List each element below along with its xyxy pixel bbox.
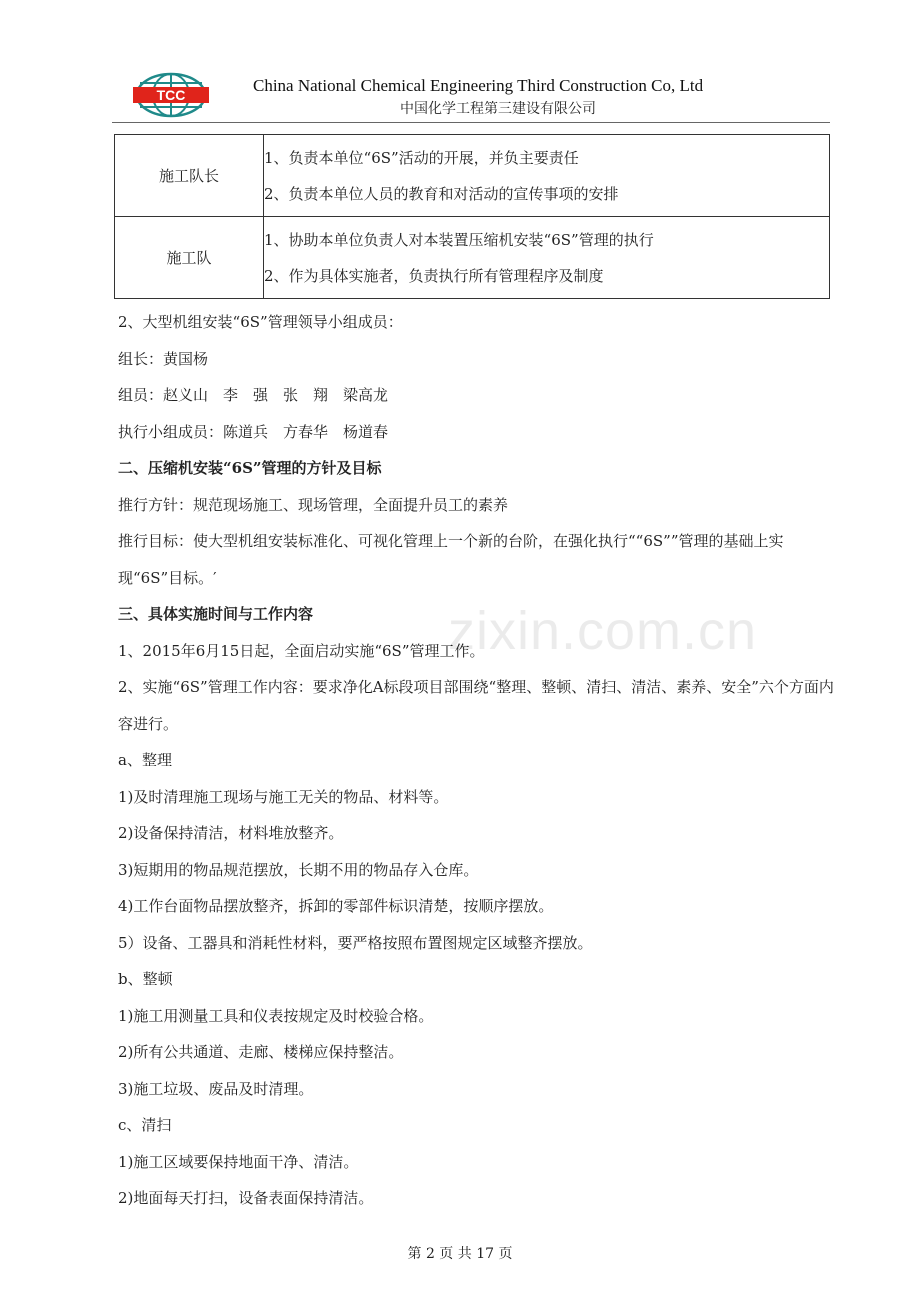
list-item: 1)施工用测量工具和仪表按规定及时校验合格。: [118, 1006, 434, 1025]
paragraph: 1、2015年6月15日起，全面启动实施“6S”管理工作。: [118, 641, 485, 660]
list-item: 3)短期用的物品规范摆放，长期不用的物品存入仓库。: [118, 860, 479, 879]
company-logo: [132, 72, 210, 118]
list-item: 2)设备保持清洁，材料堆放整齐。: [118, 824, 344, 842]
list-item: 2)所有公共通道、走廊、楼梯应保持整洁。: [118, 1043, 404, 1061]
subsection-heading: b、整顿: [118, 970, 173, 988]
paragraph: 组员：赵义山 李 强 张 翔 梁高龙: [118, 386, 389, 404]
list-item: 4)工作台面物品摆放整齐，拆卸的零部件标识清楚，按顺序摆放。: [118, 897, 554, 915]
paragraph: 推行方针：规范现场施工、现场管理，全面提升员工的素养: [118, 495, 509, 514]
duty-cell: [264, 135, 830, 217]
subsection-heading: c、清扫: [118, 1116, 172, 1134]
page-footer: 第 2 页 共 17 页: [407, 1246, 513, 1262]
duty-item: 2、负责本单位人员的教育和对活动的宣传事项的安排: [264, 184, 619, 203]
section-heading: 二、压缩机安装“6S”管理的方针及目标: [118, 459, 382, 477]
page-header: [0, 0, 920, 130]
document-body: [118, 304, 834, 1217]
paragraph: 组长：黄国杨: [118, 349, 209, 368]
company-name-en: China National Chemical Engineering Third Construction Co, Ltd: [253, 76, 704, 95]
duty-item: 1、协助本单位负责人对本装置压缩机安装“6S”管理的执行: [264, 230, 654, 249]
list-item: 5）设备、工器具和消耗性材料，要严格按照布置图规定区域整齐摆放。: [118, 933, 593, 952]
duty-item: 1、负责本单位“6S”活动的开展，并负主要责任: [264, 148, 579, 167]
section-heading: 三、具体实施时间与工作内容: [118, 605, 314, 623]
paragraph: 2、实施“6S”管理工作内容：要求净化A标段项目部围绕“整理、整顿、清扫、清洁、素养、安全”六个方面内容进行。: [118, 678, 834, 733]
list-item: 2)地面每天打扫，设备表面保持清洁。: [118, 1189, 374, 1207]
duty-cell: [264, 217, 830, 299]
paragraph: 2、大型机组安装“6S”管理领导小组成员：: [118, 313, 403, 331]
paragraph: 推行目标：使大型机组安装标准化、可视化管理上一个新的台阶，在强化执行““6S””管理的基础上实现“6S”目标。′: [118, 532, 784, 587]
list-item: 1)及时清理施工现场与施工无关的物品、材料等。: [118, 787, 449, 806]
duty-item: 2、作为具体实施者，负责执行所有管理程序及制度: [264, 266, 604, 285]
header-divider: [112, 122, 830, 123]
logo-text: TCC: [156, 87, 186, 103]
duties-table: [114, 134, 830, 299]
list-item: 3)施工垃圾、废品及时清理。: [118, 1079, 314, 1098]
role-cell: 施工队: [115, 217, 264, 299]
subsection-heading: a、整理: [118, 751, 172, 769]
table-row: [115, 217, 830, 299]
table-row: [115, 135, 830, 217]
paragraph: 执行小组成员：陈道兵 方春华 杨道春: [118, 422, 389, 441]
list-item: 1)施工区域要保持地面干净、清洁。: [118, 1152, 359, 1171]
company-name-cn: 中国化学工程第三建设有限公司: [400, 101, 596, 117]
role-cell: 施工队长: [115, 135, 264, 217]
watermark: zixin.com.cn: [448, 601, 758, 661]
